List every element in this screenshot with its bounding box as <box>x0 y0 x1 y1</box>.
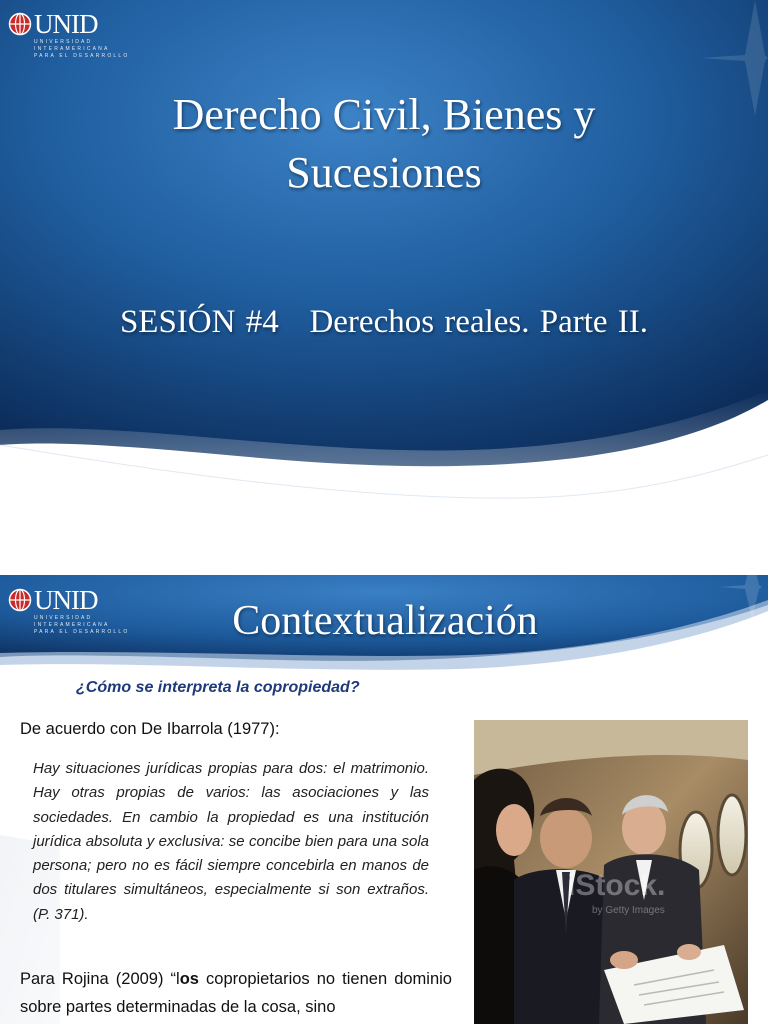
logo-tagline-2: INTERAMERICANA <box>34 622 110 628</box>
logo-tagline-1: UNIVERSIDAD <box>34 615 93 621</box>
slide-title <box>0 86 768 202</box>
body-paragraph <box>20 965 452 1021</box>
intro-text: De acuerdo con De Ibarrola (1977): <box>20 720 280 738</box>
logo-tagline-3: PARA EL DESARROLLO <box>34 629 130 635</box>
globe-icon <box>8 588 32 612</box>
context-slide <box>0 575 768 1024</box>
slide-title: Contextualización <box>232 598 538 644</box>
business-meeting-photo <box>474 720 748 1024</box>
session-subtitle: SESIÓN #4 Derechos reales. Parte II. <box>119 304 649 340</box>
block-quote: Hay situaciones jurídicas propias para dos: el matrimonio. Hay otras propias de varios: las asociaciones y las sociedades. En cambio la propiedad es una institución jurídica absoluta y exclusiva: se concibe bien para una sola persona; pero no es fácil siempre concebirla en manos de dos titulares simultáneos, especialmente si son extraños. (P. 371). <box>33 760 429 923</box>
body-paragraph-start: Para Rojina (2009) “l <box>20 970 180 988</box>
body-paragraph-end: copropietarios no tienen dominio sobre partes determinadas de la cosa, sino <box>20 970 452 1016</box>
unid-logo <box>8 587 129 635</box>
logo-brand: UNID <box>34 585 98 615</box>
unid-logo <box>8 11 129 59</box>
globe-icon <box>8 12 32 36</box>
logo-tagline-2: INTERAMERICANA <box>34 46 110 52</box>
body-paragraph-bold: os <box>179 970 199 988</box>
photo-watermark-sub: by Getty Images <box>592 905 665 916</box>
logo-tagline-3: PARA EL DESARROLLO <box>34 53 130 59</box>
photo-watermark: iStock. <box>567 869 666 902</box>
slide-title-line-2: Sucesiones <box>286 148 482 197</box>
logo-tagline-1: UNIVERSIDAD <box>34 39 93 45</box>
logo-brand: UNID <box>34 9 98 39</box>
section-question: ¿Cómo se interpreta la copropiedad? <box>76 679 360 696</box>
slide-title-line-1: Derecho Civil, Bienes y <box>172 90 596 139</box>
